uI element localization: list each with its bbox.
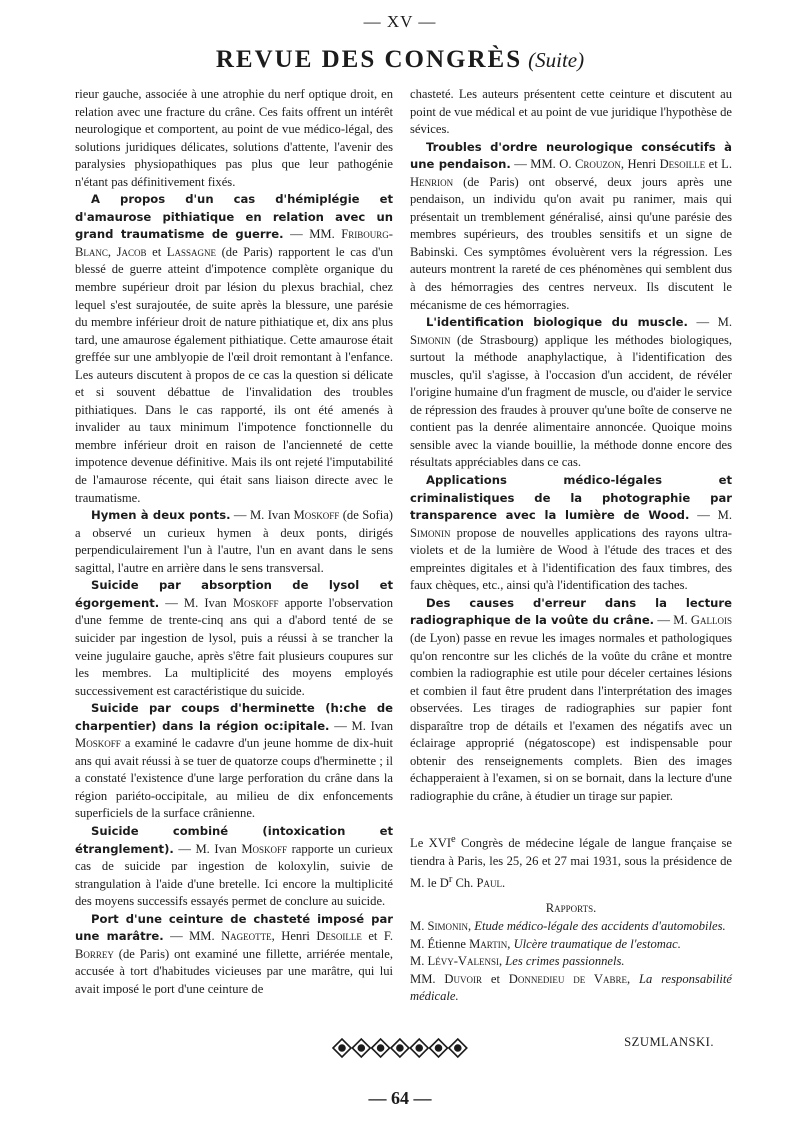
entry-sep: — MM. O. bbox=[510, 157, 575, 172]
author-name: Gallois bbox=[690, 613, 733, 628]
author-name: Martin bbox=[469, 936, 508, 951]
rapport-sep: , bbox=[468, 918, 475, 933]
header-title: REVUE DES CONGRÈS bbox=[215, 46, 523, 73]
entry-body: apporte l'observation d'une femme de trente-cinq ans qui a d'abord tenté de se suicider par ingestion de lysol, puis a réussi à se trancher la veine jugulaire gauche, après s'être fait plusieurs coupures sur les membres. La multiplicité des moyens employés successivement est caractéristique du suicide. bbox=[75, 595, 393, 698]
congress-notice bbox=[410, 831, 732, 892]
entry-ceinture bbox=[75, 911, 393, 999]
author-name: Simonin bbox=[427, 918, 468, 933]
entry-body: (de Paris) rapportent le cas d'un blessé de guerre atteint d'impotence complète organique du membre supérieur droit par lésion du plexus brachial, chez lequel s'est surajoutée, de suite après la blessure, une parésie du membre inférieur droit de nature pithiatique et, dix ans plus tard, une amaurose également pithiatique. Cette amaurose était greffée sur une amblyopie de l'œil droit remontant à l'enfance. Les auteurs discutent à propos de ce cas la question si délicate et si souvent débattue de l'invalidation des troubles pithiatiques. Dans le cas rapporté, ils ont été amenés à invalider au taux minimum l'impotence fonctionnelle du membre inférieur droit en raison de l'ancienneté de cette impotence devenue définitive. Mais ils ont rejeté l'imputabilité de l'amaurose récente, qui était sans liaison directe avec le traumatisme. bbox=[75, 244, 394, 505]
entry-sep: — MM. bbox=[283, 227, 342, 242]
rapport-title: Ulcère traumatique de l'estomac. bbox=[513, 936, 681, 951]
entry-body: (de Paris) ont observé, deux jours après une pendaison, un individu qu'on avait pu ranimer, mais qui présentait un tremblement généralisé, ainsi qu'une parésie des membres supérieurs, des troubles sensitifs et un signe de Babinski. Ces symptômes évoluèrent vers la régression. Les auteurs montrent la rareté de ces phénomènes qui semblent dus à des hémorragies des centres nerveux. Ils discutent le mécanisme de ces hémorragies. bbox=[410, 174, 732, 312]
notice-text: Congrès de médecine légale de langue française se tiendra à Paris, les 25, 26 et 27 mai 1931, sous la présidence de M. le D bbox=[410, 836, 732, 890]
signature: SZUMLANSKI. bbox=[624, 1034, 714, 1049]
entry-sep: — M. Ivan bbox=[230, 508, 294, 523]
rapport-prefix: M. bbox=[410, 954, 428, 969]
entry-body: (de Lyon) passe en revue les images normales et pathologiques qu'on rencontre sur les clichés de la voûte du crâne et montre combien la radiographie est utile pour déceler certaines lésions et combien il faut être prudent dans l'interprétation des images observées. Les tirages de radiographies sur papier font disparaître trop de détails et l'examen des négatifs avec un éclairage approprié (négatoscope) est indispensable pour obtenir des renseignements complets. Bien des images échapperaient à l'examen, si on se bornait, dans la lecture d'une radiographie du crâne, à étudier un tirage sur papier. bbox=[410, 630, 732, 803]
paragraph-continued: rieur gauche, associée à une atrophie du nerf optique droit, en relation avec une fracture du crâne. Ces faits offrent un intérêt neurologique et comportent, au point de vue médico-légal, des solutions juridiques délicates, solutions d'attente, l'avenir des paralysies physiopathiques pas plus que leur pathogénie n'étant pas définitivement fixés. bbox=[75, 87, 393, 189]
entry-title: Suicide par absorption de lysol et égorgement. bbox=[75, 578, 393, 610]
entry-sep: — M. Ivan bbox=[159, 595, 233, 610]
entry-title: Des causes d'erreur dans la lecture radiographique de la voûte du crâne. bbox=[410, 595, 732, 628]
notice-text: Le XVI bbox=[410, 836, 452, 851]
entry-pendaison bbox=[410, 139, 732, 314]
entry-body: (de Sofia) a observé un curieux hymen à deux ponts, dirigés perpendiculairement l'un à l'autre, l'un en avant dans le sens sagittal, l'autre en arrière dans le sens transversal. bbox=[75, 508, 393, 575]
entry-connector: et bbox=[146, 244, 167, 259]
entry-title: Troubles d'ordre neurologique consécutifs à une pendaison. bbox=[410, 139, 732, 172]
rapport-item bbox=[410, 953, 732, 971]
entry-title: Suicide combiné (intoxication et étranglement). bbox=[75, 823, 393, 856]
paragraph-continued: chasteté. Les auteurs présentent cette ceinture et discutent au point de vue médical et au point de vue juridique l'hypothèse de sévices. bbox=[410, 87, 732, 137]
entry-body: (de Paris) ont examiné une fillette, arriérée mentale, accusée à tort d'habitudes vicieuses par une marâtre, qui lui avait imposé le port d'une ceinture de bbox=[75, 946, 393, 996]
author-name: Desoille bbox=[316, 929, 362, 944]
author-name: Henrion bbox=[410, 174, 454, 189]
rapport-prefix: M. bbox=[410, 918, 428, 933]
fleuron-dot bbox=[339, 1045, 345, 1051]
entry-title: Port d'une ceinture de chasteté imposé par une marâtre. bbox=[75, 911, 393, 944]
entry-body: rapporte un curieux cas de suicide par ingestion de koloxylin, suivie de strangulation à l'aide d'une bretelle. Ici encore la multiplicité des moyens successifs essayés permet de conclure au suicide. bbox=[75, 841, 393, 909]
entry-title: A propos d'un cas d'hémiplégie et d'amaurose pithiatique en relation avec un grand traumatisme de guerre. bbox=[75, 192, 393, 242]
author-name: Simonin bbox=[410, 525, 451, 540]
entry-body: (de Strasbourg) applique les méthodes biologiques, surtout la méthode anaphylactique, à l'identification des muscles, qu'il s'agisse, à l'occasion d'un accident, de révéler l'origine humaine d'un fragment de muscle, ou d'aider le service de répression des fraudes à prouver qu'une boîte de conserve ne contient pas la denrée alimentaire annoncée. Quoique moins sensible avec la viande bouillie, la méthode donne encore des résultats appréciables dans ce cas. bbox=[410, 332, 732, 470]
rapport-connector: et bbox=[482, 971, 509, 986]
author-name: Fribourg-Blanc bbox=[75, 227, 393, 259]
fleuron-dot bbox=[455, 1045, 461, 1051]
entry-hemiplegie bbox=[75, 191, 393, 507]
author-name: Moskoff bbox=[241, 841, 288, 856]
author-name: Lévy-Valensi bbox=[427, 954, 499, 969]
page-number: — 64 — bbox=[368, 1088, 432, 1108]
left-column bbox=[75, 86, 393, 998]
fleuron-dot bbox=[378, 1045, 384, 1051]
rapport-prefix: M. Étienne bbox=[410, 936, 470, 951]
entry-lumiere-wood bbox=[410, 472, 732, 595]
entry-suicide-herminette bbox=[75, 700, 393, 823]
author-name: Crouzon bbox=[574, 157, 621, 172]
notice-sup: e bbox=[451, 834, 456, 846]
fleuron-ornament bbox=[330, 1030, 470, 1066]
entry-hymen bbox=[75, 507, 393, 577]
entry-title: Applications médico-légales et criminalistiques de la photographie par transparence avec la lumière de Wood. bbox=[410, 473, 732, 523]
roman-page-number: — XV — bbox=[363, 12, 437, 31]
rapport-item bbox=[410, 936, 732, 954]
rapport-sep: , bbox=[498, 954, 506, 969]
entry-sep: — M. Ivan bbox=[173, 841, 242, 856]
rapport-item bbox=[410, 971, 732, 1006]
author-name: Moskoff bbox=[75, 736, 121, 751]
entry-title: Hymen à deux ponts. bbox=[91, 508, 231, 523]
rapport-title: Etude médico-légale des accidents d'automobiles. bbox=[474, 918, 726, 933]
entry-suicide-combine bbox=[75, 823, 393, 911]
entry-suicide-lysol bbox=[75, 577, 393, 700]
rapport-title: La responsabilité médicale. bbox=[410, 971, 732, 1004]
rapports-heading: Rapports. bbox=[545, 901, 597, 916]
fleuron-dot bbox=[397, 1045, 403, 1051]
page-header bbox=[0, 46, 800, 74]
entry-sep: — M. bbox=[687, 315, 732, 330]
entry-title: L'identification biologique du muscle. bbox=[426, 315, 688, 330]
entry-sep: — M. bbox=[689, 508, 732, 523]
fleuron-dot bbox=[436, 1045, 442, 1051]
rapport-prefix: MM. bbox=[410, 971, 445, 986]
author-name: Simonin bbox=[410, 332, 451, 347]
rapport-title: Les crimes passionnels. bbox=[505, 954, 625, 969]
author-name: Jacob bbox=[116, 244, 147, 259]
entry-sep: — M. Ivan bbox=[329, 718, 393, 733]
right-column bbox=[410, 86, 732, 1051]
author-name: Lassagne bbox=[166, 244, 216, 259]
author-name: Paul bbox=[476, 875, 502, 890]
rapport-item bbox=[410, 918, 732, 936]
author-name: Nageotte bbox=[221, 929, 272, 944]
fleuron-dot bbox=[416, 1045, 422, 1051]
entry-body: a examiné le cadavre d'un jeune homme de dix-huit ans qui avait réussi à se tuer de quatorze coups d'herminette ; il a constaté l'existence d'une large perforation du crâne dans la région pariéto-occipitale, au milieu de dix enfoncements superficiels de la surface crânienne. bbox=[75, 736, 393, 821]
entry-connector: et F. bbox=[361, 929, 393, 944]
rapport-sep: , bbox=[507, 936, 514, 951]
entry-connector: et L. bbox=[705, 157, 732, 172]
entry-connector: , Henri bbox=[620, 157, 660, 172]
entry-connector: , Henri bbox=[271, 929, 317, 944]
entry-identification-muscle bbox=[410, 314, 732, 472]
notice-sup: r bbox=[448, 873, 453, 885]
author-name: Donnedieu de Vabre bbox=[508, 971, 627, 986]
author-name: Moskoff bbox=[293, 508, 340, 523]
notice-text: . bbox=[502, 875, 506, 890]
author-name: Moskoff bbox=[232, 595, 279, 610]
author-name: Borrey bbox=[75, 946, 114, 961]
author-name: Duvoir bbox=[444, 971, 482, 986]
rapport-sep: , bbox=[626, 971, 639, 986]
fleuron-dot bbox=[358, 1045, 364, 1051]
author-name: Desoille bbox=[659, 157, 706, 172]
entry-radiographie bbox=[410, 595, 732, 806]
entry-title: Suicide par coups d'herminette (h:che de charpentier) dans la région oc:ipitale. bbox=[75, 701, 393, 733]
entry-sep: — MM. bbox=[163, 929, 222, 944]
entry-sep: — M. bbox=[654, 613, 691, 628]
entry-body: propose de nouvelles applications des rayons ultra-violets et de la lumière de Wood à l'étude des traces et des empreintes digitales et à l'identification des faux timbres, des faux chèques, etc., ainsi qu'à l'identification des taches. bbox=[410, 525, 732, 593]
entry-connector: , bbox=[107, 244, 117, 259]
header-suite: (Suite) bbox=[528, 48, 585, 72]
notice-text: Ch. bbox=[452, 875, 477, 890]
